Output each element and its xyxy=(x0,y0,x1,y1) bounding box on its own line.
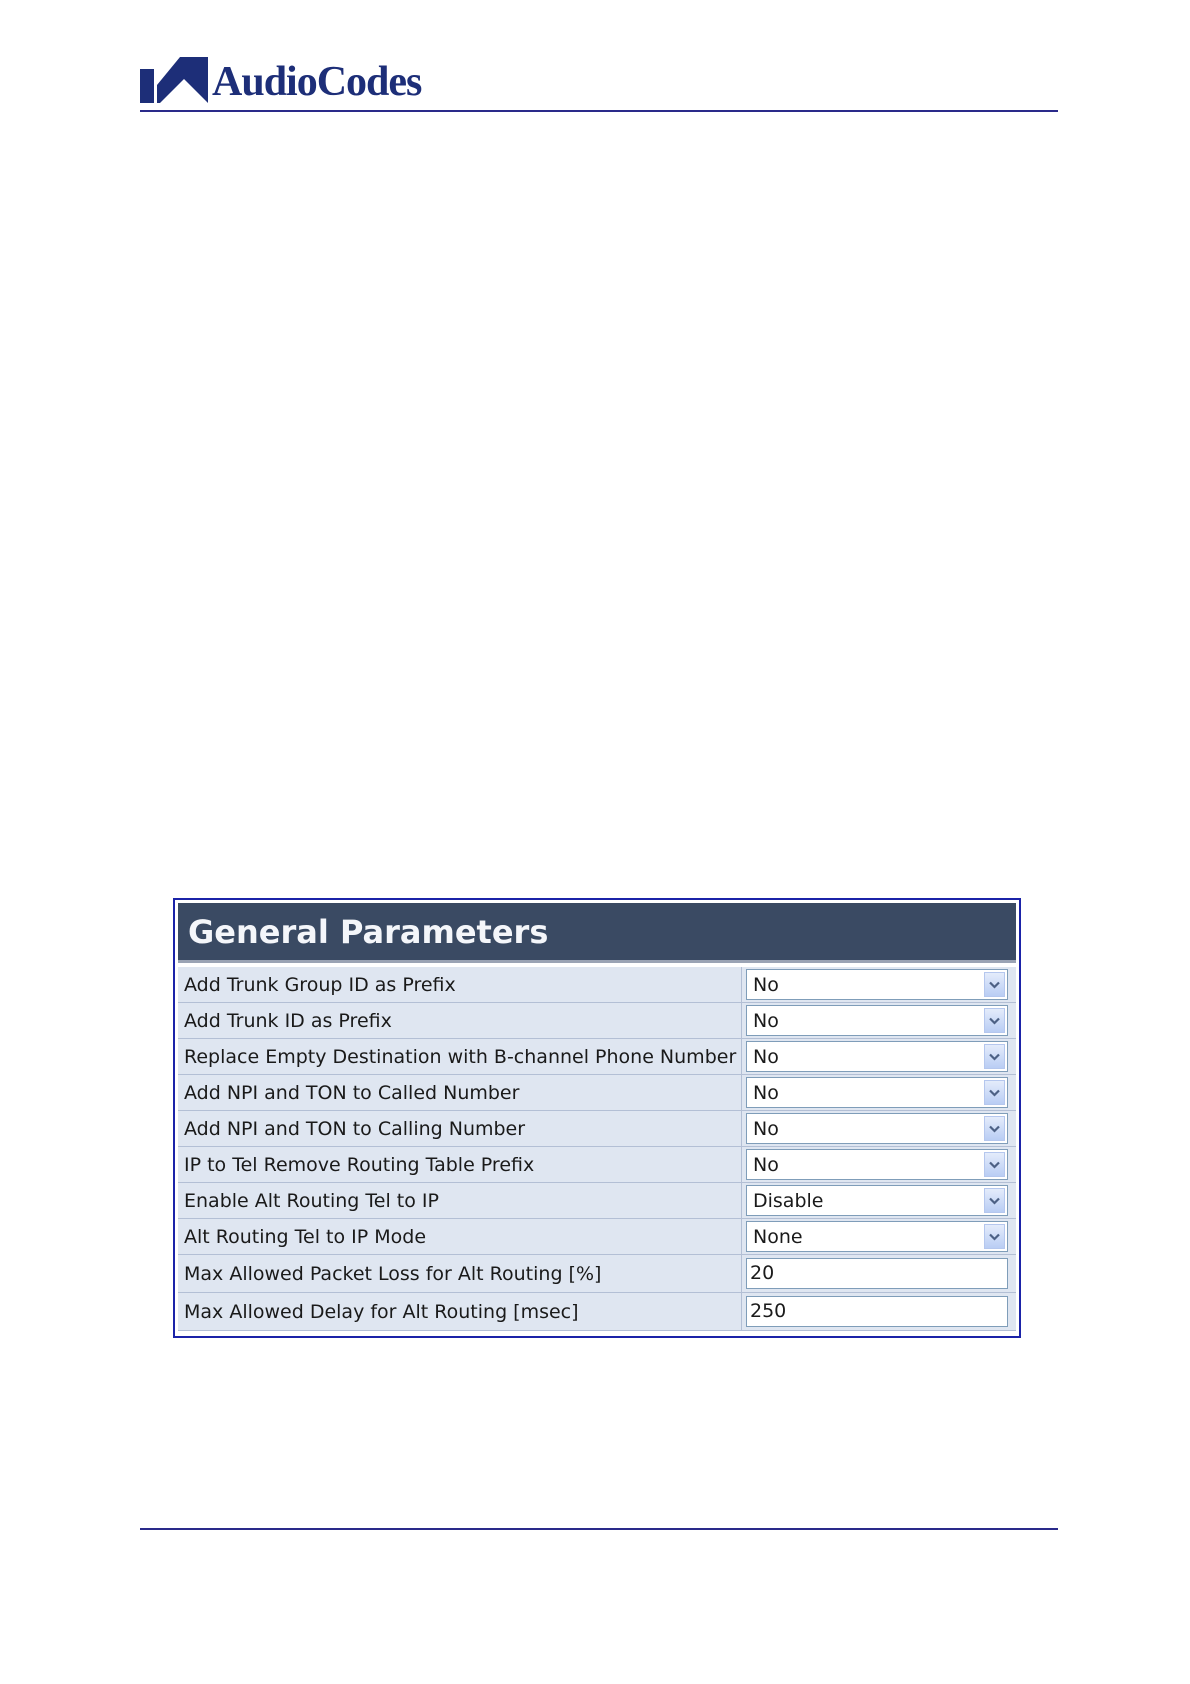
column-divider xyxy=(741,1219,742,1254)
column-divider xyxy=(741,967,742,1002)
parameter-row xyxy=(178,1039,1016,1075)
panel-header xyxy=(178,903,1016,963)
dropdown-button[interactable] xyxy=(984,1152,1005,1177)
parameters-table xyxy=(178,967,1016,1331)
dropdown-button[interactable] xyxy=(984,972,1005,997)
parameter-label: Enable Alt Routing Tel to IP xyxy=(184,1189,439,1212)
chevron-down-icon xyxy=(989,1017,1000,1025)
parameter-select[interactable] xyxy=(746,969,1008,1000)
dropdown-button[interactable] xyxy=(984,1116,1005,1141)
select-value: No xyxy=(753,1153,779,1176)
select-value: No xyxy=(753,1117,779,1140)
parameter-row xyxy=(178,967,1016,1003)
column-divider xyxy=(741,1003,742,1038)
parameter-select[interactable] xyxy=(746,1041,1008,1072)
parameter-label: Add NPI and TON to Calling Number xyxy=(184,1117,526,1140)
parameter-label: Max Allowed Packet Loss for Alt Routing [%] xyxy=(184,1262,602,1285)
column-divider xyxy=(741,1147,742,1182)
dropdown-button[interactable] xyxy=(984,1224,1005,1249)
logo-text: AudioCodes xyxy=(212,59,422,105)
audiocodes-logo-mark-icon xyxy=(140,57,208,107)
chevron-down-icon xyxy=(989,1089,1000,1097)
select-value: None xyxy=(753,1225,803,1248)
parameter-label: Add NPI and TON to Called Number xyxy=(184,1081,520,1104)
select-value: Disable xyxy=(753,1189,824,1212)
select-value: No xyxy=(753,1081,779,1104)
select-value: No xyxy=(753,1045,779,1068)
column-divider xyxy=(741,1075,742,1110)
header-rule xyxy=(140,110,1058,112)
parameter-select[interactable] xyxy=(746,1221,1008,1252)
column-divider xyxy=(741,1183,742,1218)
chevron-down-icon xyxy=(989,1125,1000,1133)
parameter-label: Max Allowed Delay for Alt Routing [msec] xyxy=(184,1300,579,1323)
select-value: No xyxy=(753,973,779,996)
footer-rule xyxy=(140,1528,1058,1530)
column-divider xyxy=(741,1255,742,1292)
parameter-row xyxy=(178,1147,1016,1183)
parameter-row xyxy=(178,1219,1016,1255)
column-divider xyxy=(741,1293,742,1330)
parameter-label: Add Trunk Group ID as Prefix xyxy=(184,973,456,996)
parameter-row xyxy=(178,1111,1016,1147)
chevron-down-icon xyxy=(989,1233,1000,1241)
chevron-down-icon xyxy=(989,981,1000,989)
general-parameters-panel xyxy=(173,898,1021,1338)
parameter-label: Alt Routing Tel to IP Mode xyxy=(184,1225,427,1248)
parameter-select[interactable] xyxy=(746,1113,1008,1144)
panel-title: General Parameters xyxy=(188,913,549,951)
column-divider xyxy=(741,1111,742,1146)
parameter-row xyxy=(178,1003,1016,1039)
parameter-label: Add Trunk ID as Prefix xyxy=(184,1009,392,1032)
column-divider xyxy=(741,1039,742,1074)
parameter-label: IP to Tel Remove Routing Table Prefix xyxy=(184,1153,535,1176)
parameter-input[interactable]: 20 xyxy=(746,1258,1008,1289)
parameter-select[interactable] xyxy=(746,1149,1008,1180)
chevron-down-icon xyxy=(989,1197,1000,1205)
parameter-row xyxy=(178,1255,1016,1293)
dropdown-button[interactable] xyxy=(984,1044,1005,1069)
chevron-down-icon xyxy=(989,1161,1000,1169)
parameter-select[interactable] xyxy=(746,1077,1008,1108)
chevron-down-icon xyxy=(989,1053,1000,1061)
parameter-label: Replace Empty Destination with B-channel Phone Number xyxy=(184,1045,737,1068)
parameter-row xyxy=(178,1075,1016,1111)
select-value: No xyxy=(753,1009,779,1032)
dropdown-button[interactable] xyxy=(984,1188,1005,1213)
parameter-row xyxy=(178,1293,1016,1331)
audiocodes-logo xyxy=(140,56,421,108)
parameter-input[interactable]: 250 xyxy=(746,1296,1008,1327)
dropdown-button[interactable] xyxy=(984,1080,1005,1105)
parameter-select[interactable] xyxy=(746,1185,1008,1216)
parameter-select[interactable] xyxy=(746,1005,1008,1036)
parameter-row xyxy=(178,1183,1016,1219)
dropdown-button[interactable] xyxy=(984,1008,1005,1033)
